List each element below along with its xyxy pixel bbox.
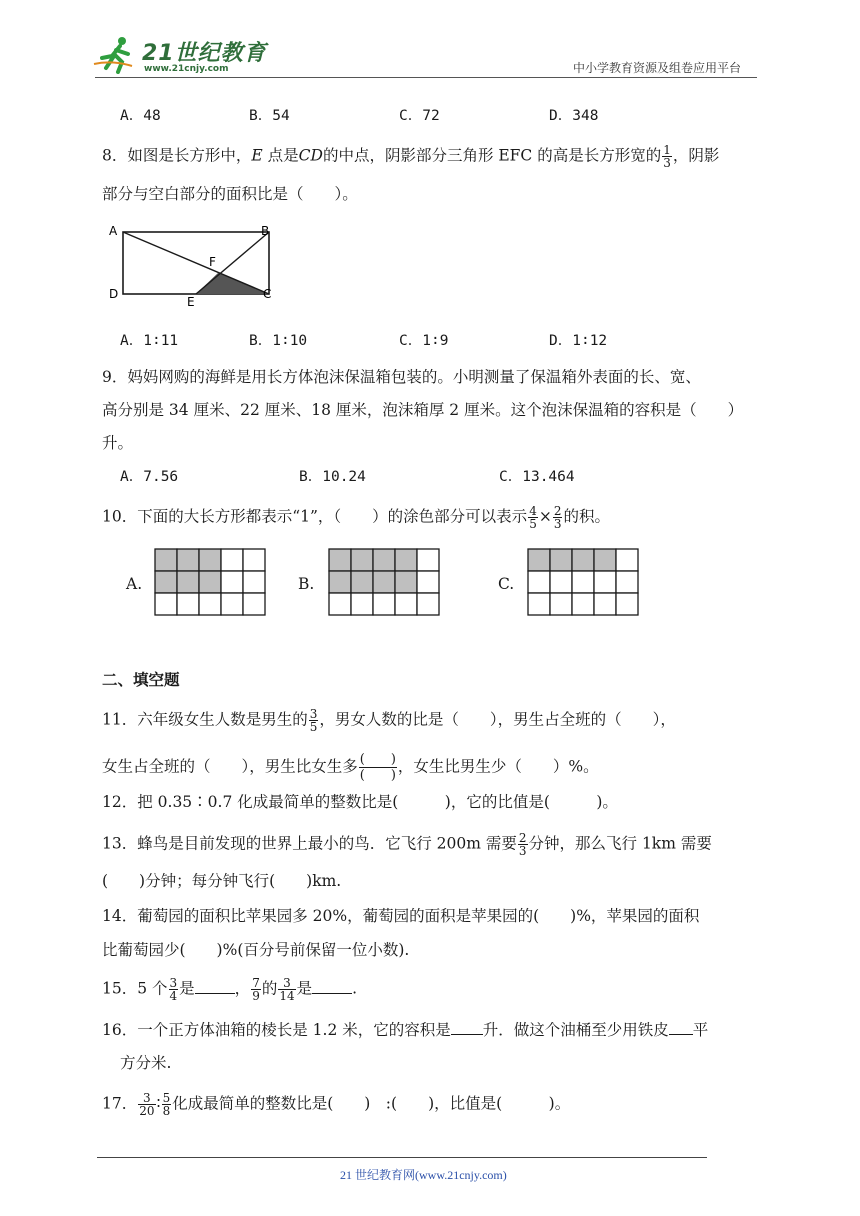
grid-cell: [155, 571, 177, 593]
q8-label-b: B: [261, 224, 270, 238]
grid-cell: [329, 593, 351, 615]
q14-line2: 比葡萄园少( )%(百分号前保留一位小数).: [102, 941, 410, 959]
q9-option-b: B．10.24: [299, 469, 366, 485]
grid-cell: [528, 593, 550, 615]
grid-cell: [221, 571, 243, 593]
grid-cell: [417, 549, 439, 571]
q9-option-a: A．7.56: [120, 469, 179, 485]
grid-cell: [329, 549, 351, 571]
footer-text: 21 世纪教育网(www.21cnjy.com): [340, 1168, 507, 1182]
grid-cell: [243, 549, 265, 571]
grid-cell: [155, 549, 177, 571]
q9-option-c: C．13.464: [499, 469, 575, 485]
grid-cell: [594, 593, 616, 615]
q7-option-a: A．48: [120, 108, 161, 124]
q10-label-b: B.: [298, 575, 315, 593]
grid-cell: [572, 549, 594, 571]
grid-cell: [155, 593, 177, 615]
grid-cell: [528, 571, 550, 593]
q8-fraction: $\frac{1}{3}$: [663, 143, 671, 170]
grid-cell: [199, 571, 221, 593]
q10-label-a: A.: [126, 575, 143, 593]
q8-option-a: A．1∶11: [120, 333, 179, 349]
q9-line2: 高分别是 34 厘米、22 厘米、18 厘米，泡沫箱厚 2 厘米。这个泡沫保温箱的容积是（ ）: [102, 401, 744, 419]
q13-line1: 13．蜂鸟是目前发现的世界上最小的鸟．它飞行 200m 需要 $\frac{2}{3}$ 分钟，那么飞行 1km 需要: [102, 831, 712, 858]
grid-cell: [351, 571, 373, 593]
grid-cell: [329, 571, 351, 593]
q13-line2: ( )分钟；每分钟飞行( )km.: [102, 872, 342, 890]
q8-option-c: C．1∶9: [399, 333, 449, 349]
grid-cell: [572, 593, 594, 615]
grid-cell: [594, 571, 616, 593]
grid-cell: [373, 571, 395, 593]
grid-cell: [199, 549, 221, 571]
grid-cell: [616, 593, 638, 615]
q8-label-a: A: [109, 224, 118, 238]
grid-cell: [221, 549, 243, 571]
q10-grid-a: [154, 548, 267, 616]
logo-text: 21世纪教育: [142, 41, 267, 66]
q10-question: 10．下面的大长方形都表示“1”，（ ）的涂色部分可以表示 $\frac{4}{5}$ × $\frac{2}{3}$ 的积。: [102, 504, 610, 531]
q9-line3: 升。: [102, 434, 134, 452]
q8-label-d: D: [109, 287, 119, 301]
q8-label-e: E: [187, 295, 195, 309]
grid-cell: [243, 571, 265, 593]
q9-line1: 9．妈妈网购的海鲜是用长方体泡沫保温箱包装的。小明测量了保温箱外表面的长、宽、: [102, 368, 701, 386]
q10-label-c: C.: [498, 575, 515, 593]
grid-cell: [177, 593, 199, 615]
q8-shaded-triangle: [196, 273, 269, 294]
q8-question: 8．如图是长方形中，E 点是CD的中点，阴影部分三角形 EFC 的高是长方形宽的 $\frac{1}{3}$ ，阴影: [102, 143, 720, 170]
grid-cell: [243, 593, 265, 615]
header-logo: [92, 34, 272, 78]
grid-cell: [351, 549, 373, 571]
section-title-fill-blank: 二、填空题: [102, 671, 180, 689]
q8-question-line2: 部分与空白部分的面积比是（ ）。: [102, 185, 358, 203]
q16-line2: 方分米.: [120, 1054, 172, 1072]
header-divider: [95, 77, 757, 78]
grid-cell: [373, 593, 395, 615]
grid-cell: [177, 571, 199, 593]
grid-cell: [177, 549, 199, 571]
grid-cell: [395, 549, 417, 571]
grid-cell: [616, 549, 638, 571]
q12-question: 12．把 0.35∶0.7 化成最简单的整数比是( )，它的比值是( )。: [102, 793, 618, 811]
grid-cell: [572, 571, 594, 593]
grid-cell: [550, 549, 572, 571]
q16-line1: 16．一个正方体油箱的棱长是 1.2 米，它的容积是 升．做这个油桶至少用铁皮 平: [102, 1021, 709, 1039]
header-platform-text: 中小学教育资源及组卷应用平台: [573, 61, 742, 75]
q8-option-b: B．1∶10: [249, 333, 308, 349]
q11-line1: 11．六年级女生人数是男生的 $\frac{3}{5}$ ，男女人数的比是（ ），男生占全班的（ ），: [102, 707, 676, 734]
grid-cell: [550, 593, 572, 615]
grid-cell: [616, 571, 638, 593]
grid-cell: [373, 549, 395, 571]
grid-cell: [594, 549, 616, 571]
grid-cell: [550, 571, 572, 593]
q7-option-b: B．54: [249, 108, 290, 124]
q10-grid-b: [328, 548, 441, 616]
q7-option-c: C．72: [399, 108, 440, 124]
q7-option-d: D．348: [549, 108, 599, 124]
runner-logo-icon: [92, 34, 142, 74]
q17-question: 17． $\frac{3}{20}$ ∶ $\frac{5}{8}$ 化成最简单的整数比是( ) :( )，比值是( )。: [102, 1091, 571, 1118]
q8-option-d: D．1∶12: [549, 333, 608, 349]
grid-cell: [417, 593, 439, 615]
q15-question: 15．5 个 $\frac{3}{4}$ 是 ， $\frac{7}{9}$ 的 $\frac{3}{14}$ 是 .: [102, 976, 358, 1003]
grid-cell: [395, 571, 417, 593]
footer-divider: [97, 1157, 707, 1158]
q8-label-c: C: [263, 287, 272, 301]
q8-rectangle-diagram: [105, 222, 285, 310]
grid-cell: [528, 549, 550, 571]
grid-cell: [417, 571, 439, 593]
grid-cell: [221, 593, 243, 615]
grid-cell: [395, 593, 417, 615]
q10-grid-c: [527, 548, 640, 616]
q8-label-f: F: [209, 255, 216, 269]
q11-line2: 女生占全班的（ ），男生比女生多 $\frac{( )}{( )}$ ，女生比男生少（ ）%。: [102, 752, 599, 783]
q14-line1: 14．葡萄园的面积比苹果园多 20%，葡萄园的面积是苹果园的( )%，苹果园的面积: [102, 907, 700, 925]
logo-url: www.21cnjy.com: [144, 64, 229, 74]
grid-cell: [199, 593, 221, 615]
grid-cell: [351, 593, 373, 615]
